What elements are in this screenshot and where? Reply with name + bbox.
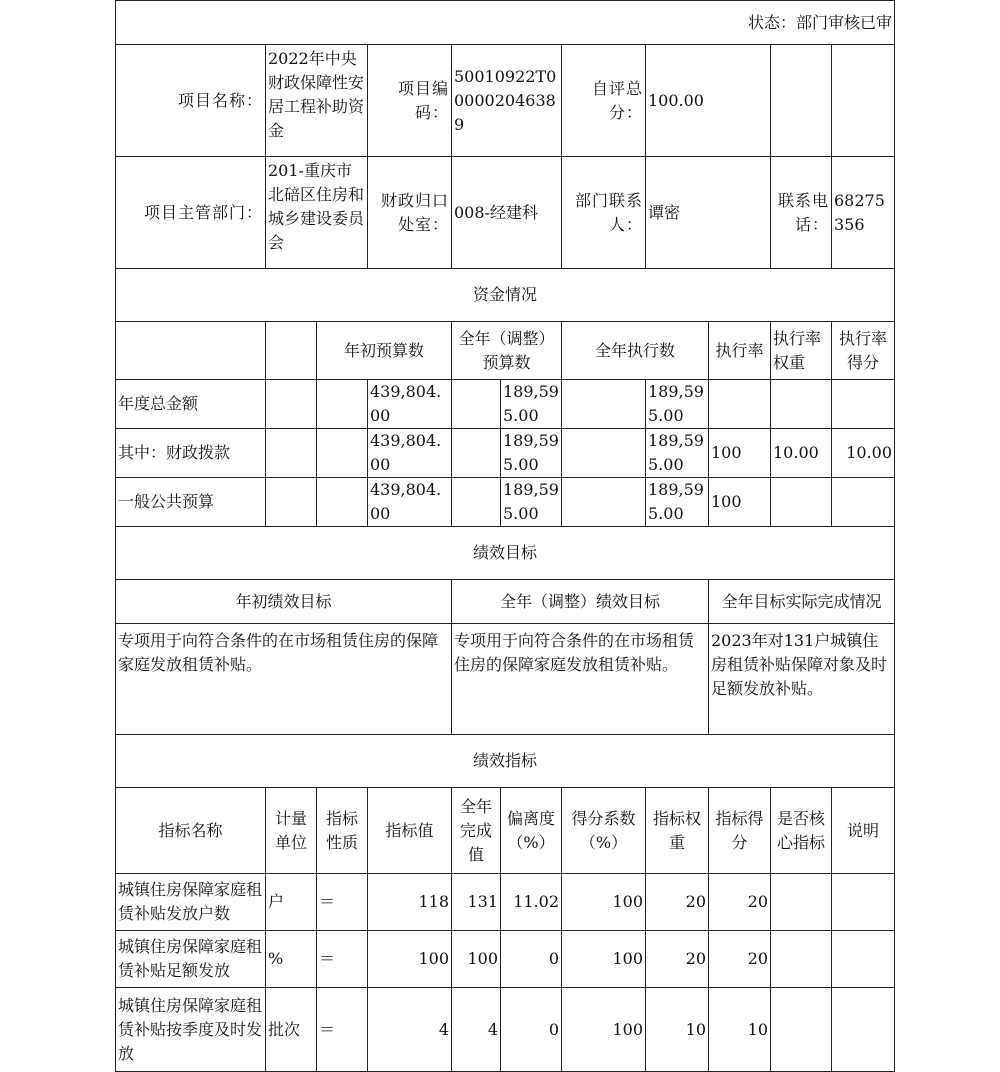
ind-header-note: 说明 <box>832 788 895 874</box>
funds-section-title: 资金情况 <box>116 269 895 322</box>
indicator-value: 4 <box>368 988 452 1072</box>
indicator-weight: 20 <box>646 931 709 988</box>
self-score: 100.00 <box>646 45 771 157</box>
indicator-score: 10 <box>709 988 771 1072</box>
dept-label: 项目主管部门： <box>116 157 266 269</box>
indicator-completed: 131 <box>452 874 501 931</box>
indicator-weight: 20 <box>646 874 709 931</box>
project-code: 50010922T000002046389 <box>452 45 562 157</box>
phone-label: 联系电话： <box>771 157 832 269</box>
indicator-core <box>771 931 832 988</box>
funds-weight-value: 10.00 <box>771 429 832 478</box>
contact-label: 部门联系人： <box>562 157 646 269</box>
empty-cell <box>562 380 646 429</box>
phone-number: 68275356 <box>832 157 895 269</box>
ind-header-completed: 全年完成值 <box>452 788 501 874</box>
funds-adjusted-value: 189,595.00 <box>501 429 562 478</box>
funds-row-label: 一般公共预算 <box>116 478 266 527</box>
empty-cell <box>317 429 368 478</box>
ind-header-weight: 指标权重 <box>646 788 709 874</box>
indicator-nature: ＝ <box>317 874 368 931</box>
finance-office-label: 财政归口处室： <box>368 157 452 269</box>
funds-score-value <box>832 478 895 527</box>
funds-initial-value: 439,804.00 <box>368 380 452 429</box>
indicator-unit: 户 <box>266 874 317 931</box>
project-code-label: 项目编码： <box>368 45 452 157</box>
empty-cell <box>832 45 895 157</box>
indicator-score: 20 <box>709 931 771 988</box>
ind-header-score: 指标得分 <box>709 788 771 874</box>
ind-header-unit: 计量单位 <box>266 788 317 874</box>
funds-executed-value: 189,595.00 <box>646 380 709 429</box>
funds-executed-value: 189,595.00 <box>646 429 709 478</box>
empty-cell <box>116 322 266 380</box>
funds-rate-value: 100 <box>709 429 771 478</box>
indicators-section-title: 绩效指标 <box>116 735 895 788</box>
funds-header-weight: 执行率权重 <box>771 322 832 380</box>
indicator-row <box>116 931 895 988</box>
funds-header-rate: 执行率 <box>709 322 771 380</box>
performance-evaluation-table <box>115 0 895 1072</box>
funds-score-value: 10.00 <box>832 429 895 478</box>
goal-adjusted-text: 专项用于向符合条件的在市场租赁住房的保障家庭发放租赁补贴。 <box>452 624 709 735</box>
funds-score-value <box>832 380 895 429</box>
empty-cell <box>562 478 646 527</box>
indicator-note <box>832 931 895 988</box>
funds-rate-value: 100 <box>709 478 771 527</box>
finance-office: 008-经建科 <box>452 157 562 269</box>
indicator-core <box>771 988 832 1072</box>
funds-weight-value <box>771 380 832 429</box>
contact-name: 谭密 <box>646 157 771 269</box>
funds-header-executed: 全年执行数 <box>562 322 709 380</box>
indicator-nature: ＝ <box>317 988 368 1072</box>
empty-cell <box>266 478 317 527</box>
empty-cell <box>266 429 317 478</box>
indicator-name: 城镇住房保障家庭租赁补贴按季度及时发放 <box>116 988 266 1072</box>
indicator-value: 100 <box>368 931 452 988</box>
funds-adjusted-value: 189,595.00 <box>501 478 562 527</box>
indicator-completed: 4 <box>452 988 501 1072</box>
indicator-core <box>771 874 832 931</box>
empty-cell <box>771 45 832 157</box>
indicator-name: 城镇住房保障家庭租赁补贴足额发放 <box>116 931 266 988</box>
empty-cell <box>266 380 317 429</box>
indicator-deviation: 11.02 <box>501 874 562 931</box>
indicator-score: 20 <box>709 874 771 931</box>
indicator-unit: % <box>266 931 317 988</box>
ind-header-name: 指标名称 <box>116 788 266 874</box>
ind-header-coef: 得分系数（%） <box>562 788 646 874</box>
indicator-weight: 10 <box>646 988 709 1072</box>
indicator-deviation: 0 <box>501 988 562 1072</box>
project-name: 2022年中央财政保障性安居工程补助资金 <box>266 45 368 157</box>
indicator-value: 118 <box>368 874 452 931</box>
empty-cell <box>317 478 368 527</box>
ind-header-core: 是否核心指标 <box>771 788 832 874</box>
ind-header-nature: 指标性质 <box>317 788 368 874</box>
indicator-completed: 100 <box>452 931 501 988</box>
indicator-coef: 100 <box>562 988 646 1072</box>
funds-row <box>116 380 895 429</box>
funds-header-adjusted: 全年（调整）预算数 <box>452 322 562 380</box>
funds-row-label: 其中：财政拨款 <box>116 429 266 478</box>
indicator-row <box>116 874 895 931</box>
goals-header-initial: 年初绩效目标 <box>116 580 452 624</box>
empty-cell <box>562 429 646 478</box>
goals-section-title: 绩效目标 <box>116 527 895 580</box>
funds-rate-value <box>709 380 771 429</box>
indicator-name: 城镇住房保障家庭租赁补贴发放户数 <box>116 874 266 931</box>
project-name-label: 项目名称： <box>116 45 266 157</box>
indicator-row <box>116 988 895 1072</box>
funds-row <box>116 429 895 478</box>
indicator-coef: 100 <box>562 931 646 988</box>
ind-header-deviation: 偏离度（%） <box>501 788 562 874</box>
empty-cell <box>452 429 501 478</box>
funds-header-score: 执行率得分 <box>832 322 895 380</box>
status-text: 状态：部门审核已审 <box>116 1 895 45</box>
empty-cell <box>452 478 501 527</box>
goals-header-adjusted: 全年（调整）绩效目标 <box>452 580 709 624</box>
funds-initial-value: 439,804.00 <box>368 478 452 527</box>
funds-initial-value: 439,804.00 <box>368 429 452 478</box>
indicator-note <box>832 988 895 1072</box>
funds-row-label: 年度总金额 <box>116 380 266 429</box>
funds-header-initial: 年初预算数 <box>317 322 452 380</box>
dept-name: 201-重庆市北碚区住房和城乡建设委员会 <box>266 157 368 269</box>
funds-weight-value <box>771 478 832 527</box>
self-score-label: 自评总分： <box>562 45 646 157</box>
indicator-coef: 100 <box>562 874 646 931</box>
goal-actual-text: 2023年对131户城镇住房租赁补贴保障对象及时足额发放补贴。 <box>709 624 895 735</box>
goal-initial-text: 专项用于向符合条件的在市场租赁住房的保障家庭发放租赁补贴。 <box>116 624 452 735</box>
ind-header-value: 指标值 <box>368 788 452 874</box>
funds-row <box>116 478 895 527</box>
indicator-nature: ＝ <box>317 931 368 988</box>
funds-adjusted-value: 189,595.00 <box>501 380 562 429</box>
empty-cell <box>266 322 317 380</box>
goals-header-actual: 全年目标实际完成情况 <box>709 580 895 624</box>
funds-executed-value: 189,595.00 <box>646 478 709 527</box>
empty-cell <box>317 380 368 429</box>
indicator-deviation: 0 <box>501 931 562 988</box>
indicator-note <box>832 874 895 931</box>
indicator-unit: 批次 <box>266 988 317 1072</box>
empty-cell <box>452 380 501 429</box>
